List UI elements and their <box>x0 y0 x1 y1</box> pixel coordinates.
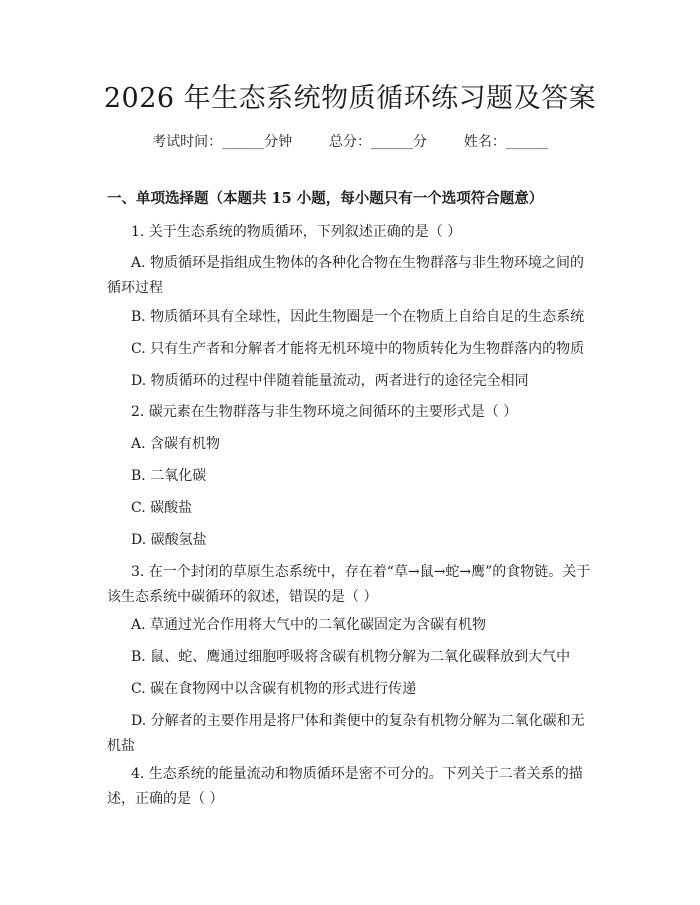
question-3-option-b[interactable]: B. 鼠、蛇、鹰通过细胞呼吸将含碳有机物分解为二氧化碳释放到大气中 <box>131 649 571 665</box>
time-unit: 分钟 <box>264 134 293 150</box>
question-3-stem: 3. 在一个封闭的草原生态系统中，存在着“草→鼠→蛇→鹰”的食物链。关于该生态系统中碳循环的叙述，错误的是（ ） <box>107 564 591 605</box>
score-label: 总分： <box>329 134 371 150</box>
name-label: 姓名： <box>463 134 506 150</box>
time-label: 考试时间： <box>152 134 223 150</box>
section-heading: 一、单项选择题（本题共 15 小题，每小题只有一个选项符合题意） <box>107 190 544 207</box>
question-1-option-a[interactable]: A. 物质循环是指组成生物体的各种化合物在生物群落与非生物环境之间的循环过程 <box>107 255 585 296</box>
question-1-option-b[interactable]: B. 物质循环具有全球性，因此生物圈是一个在物质上自给自足的生态系统 <box>131 309 585 325</box>
exam-info-line <box>0 132 700 152</box>
question-2-option-c[interactable]: C. 碳酸盐 <box>131 500 193 516</box>
score-unit: 分 <box>413 134 427 150</box>
question-3-option-c[interactable]: C. 碳在食物网中以含碳有机物的形式进行传递 <box>131 681 417 697</box>
question-3-option-d[interactable]: D. 分解者的主要作用是将尸体和粪便中的复杂有机物分解为二氧化碳和无机盐 <box>107 713 585 754</box>
question-4-stem: 4. 生态系统的能量流动和物质循环是密不可分的。下列关于二者关系的描述，正确的是（ ） <box>107 766 583 807</box>
question-1-option-c[interactable]: C. 只有生产者和分解者才能将无机环境中的物质转化为生物群落内的物质 <box>131 341 585 357</box>
question-2-stem: 2. 碳元素在生物群落与非生物环境之间循环的主要形式是（ ） <box>131 404 518 420</box>
question-2-option-b[interactable]: B. 二氧化碳 <box>131 468 207 484</box>
question-1-option-d[interactable]: D. 物质循环的过程中伴随着能量流动，两者进行的途径完全相同 <box>131 373 529 389</box>
time-blank[interactable]: ______ <box>222 134 265 150</box>
score-blank[interactable]: ______ <box>371 134 413 150</box>
question-2-option-d[interactable]: D. 碳酸氢盐 <box>131 532 207 548</box>
name-blank[interactable]: ______ <box>505 134 548 150</box>
question-2-option-a[interactable]: A. 含碳有机物 <box>131 436 221 452</box>
question-3-option-a[interactable]: A. 草通过光合作用将大气中的二氧化碳固定为含碳有机物 <box>131 617 487 633</box>
question-1-stem: 1. 关于生态系统的物质循环，下列叙述正确的是（ ） <box>131 224 462 240</box>
document-title: 2026 年生态系统物质循环练习题及答案 <box>103 83 597 114</box>
